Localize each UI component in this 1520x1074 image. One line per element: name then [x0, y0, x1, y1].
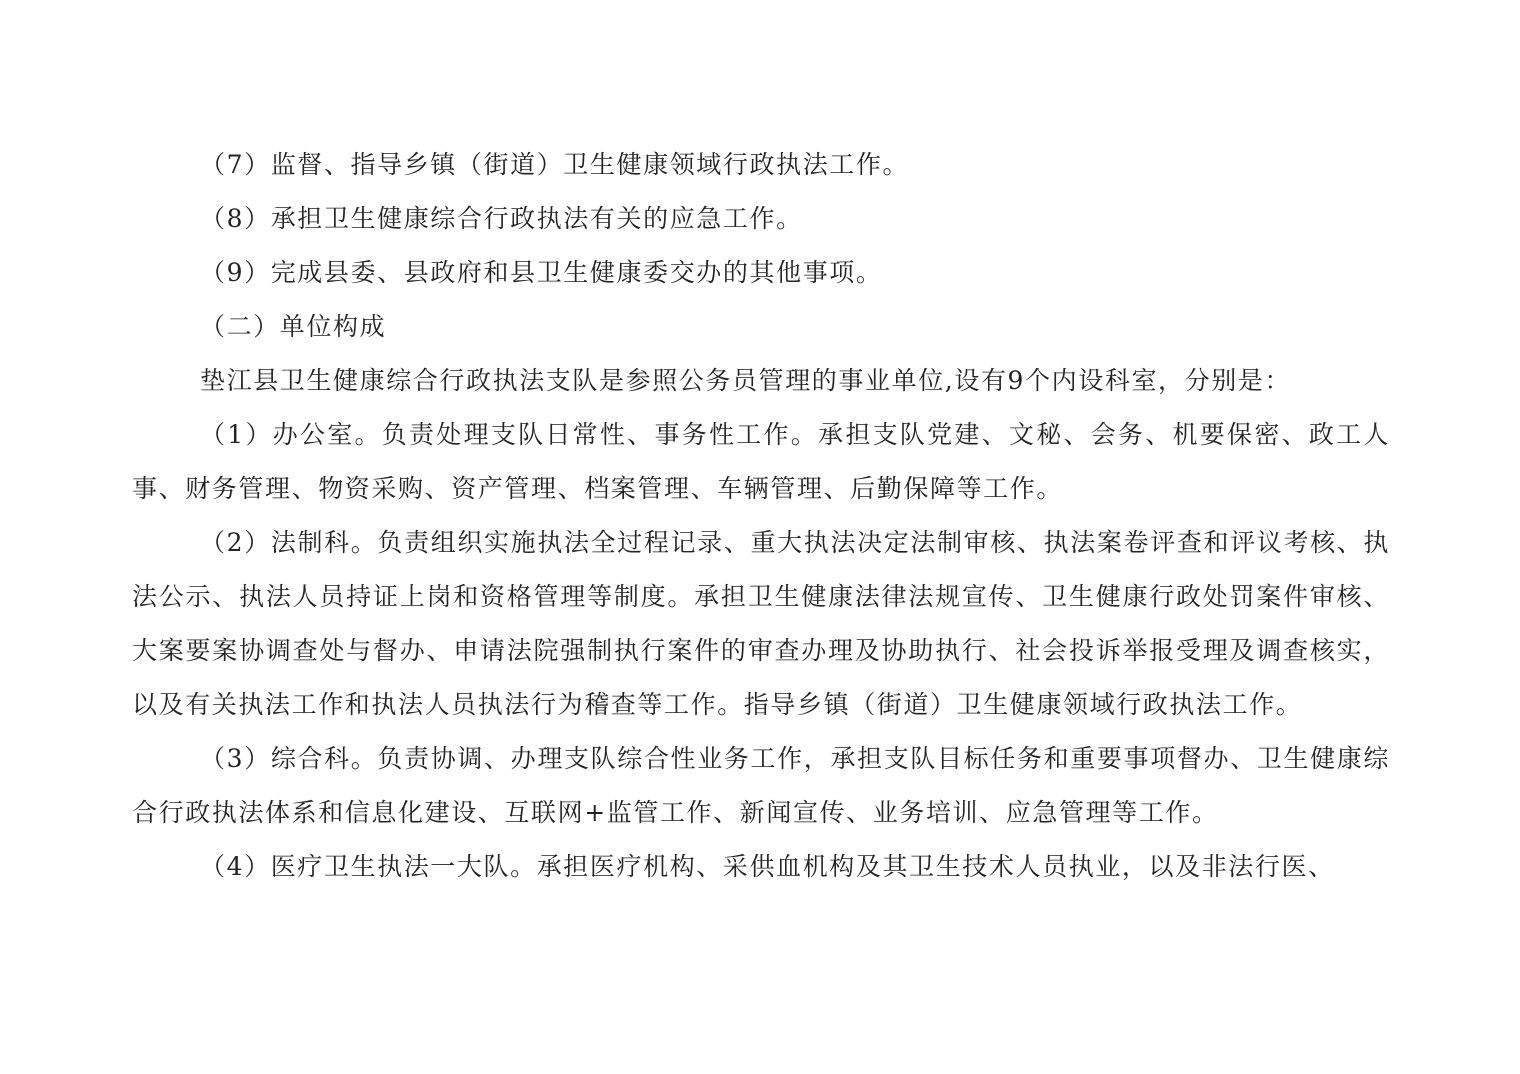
paragraph-item-9-duty: （9）完成县委、县政府和县卫生健康委交办的其他事项。 — [200, 258, 883, 287]
paragraph-item-8-duty: （8）承担卫生健康综合行政执法有关的应急工作。 — [200, 204, 803, 233]
document-body — [132, 138, 1390, 894]
paragraph-unit-overview: 垫江县卫生健康综合行政执法支队是参照公务员管理的事业单位,设有9个内设科室，分别是： — [200, 366, 1292, 395]
paragraph-item-7-duty: （7）监督、指导乡镇（街道）卫生健康领域行政执法工作。 — [200, 150, 910, 179]
paragraph-medical-enforcement-brigade-1: （4）医疗卫生执法一大队。承担医疗机构、采供血机构及其卫生技术人员执业，以及非法行医、 — [200, 852, 1335, 881]
paragraph-legal-section: （2）法制科。负责组织实施执法全过程记录、重大执法决定法制审核、执法案卷评查和评议考核、执法公示、执法人员持证上岗和资格管理等制度。承担卫生健康法律法规宣传、卫生健康行政处罚案件审核、大案要案协调查处与督办、申请法院强制执行案件的审查办理及协助执行、社会投诉举报受理及调查核实，以及有关执法工作和执法人员执法行为稽查等工作。指导乡镇（街道）卫生健康领域行政执法工作。 — [132, 528, 1390, 719]
paragraph-general-section: （3）综合科。负责协调、办理支队综合性业务工作，承担支队目标任务和重要事项督办、卫生健康综合行政执法体系和信息化建设、互联网+监管工作、新闻宣传、业务培训、应急管理等工作。 — [132, 744, 1390, 827]
paragraph-office: （1）办公室。负责处理支队日常性、事务性工作。承担支队党建、文秘、会务、机要保密、政工人事、财务管理、物资采购、资产管理、档案管理、车辆管理、后勤保障等工作。 — [132, 420, 1390, 503]
section-heading-unit-composition: （二）单位构成 — [200, 312, 387, 341]
